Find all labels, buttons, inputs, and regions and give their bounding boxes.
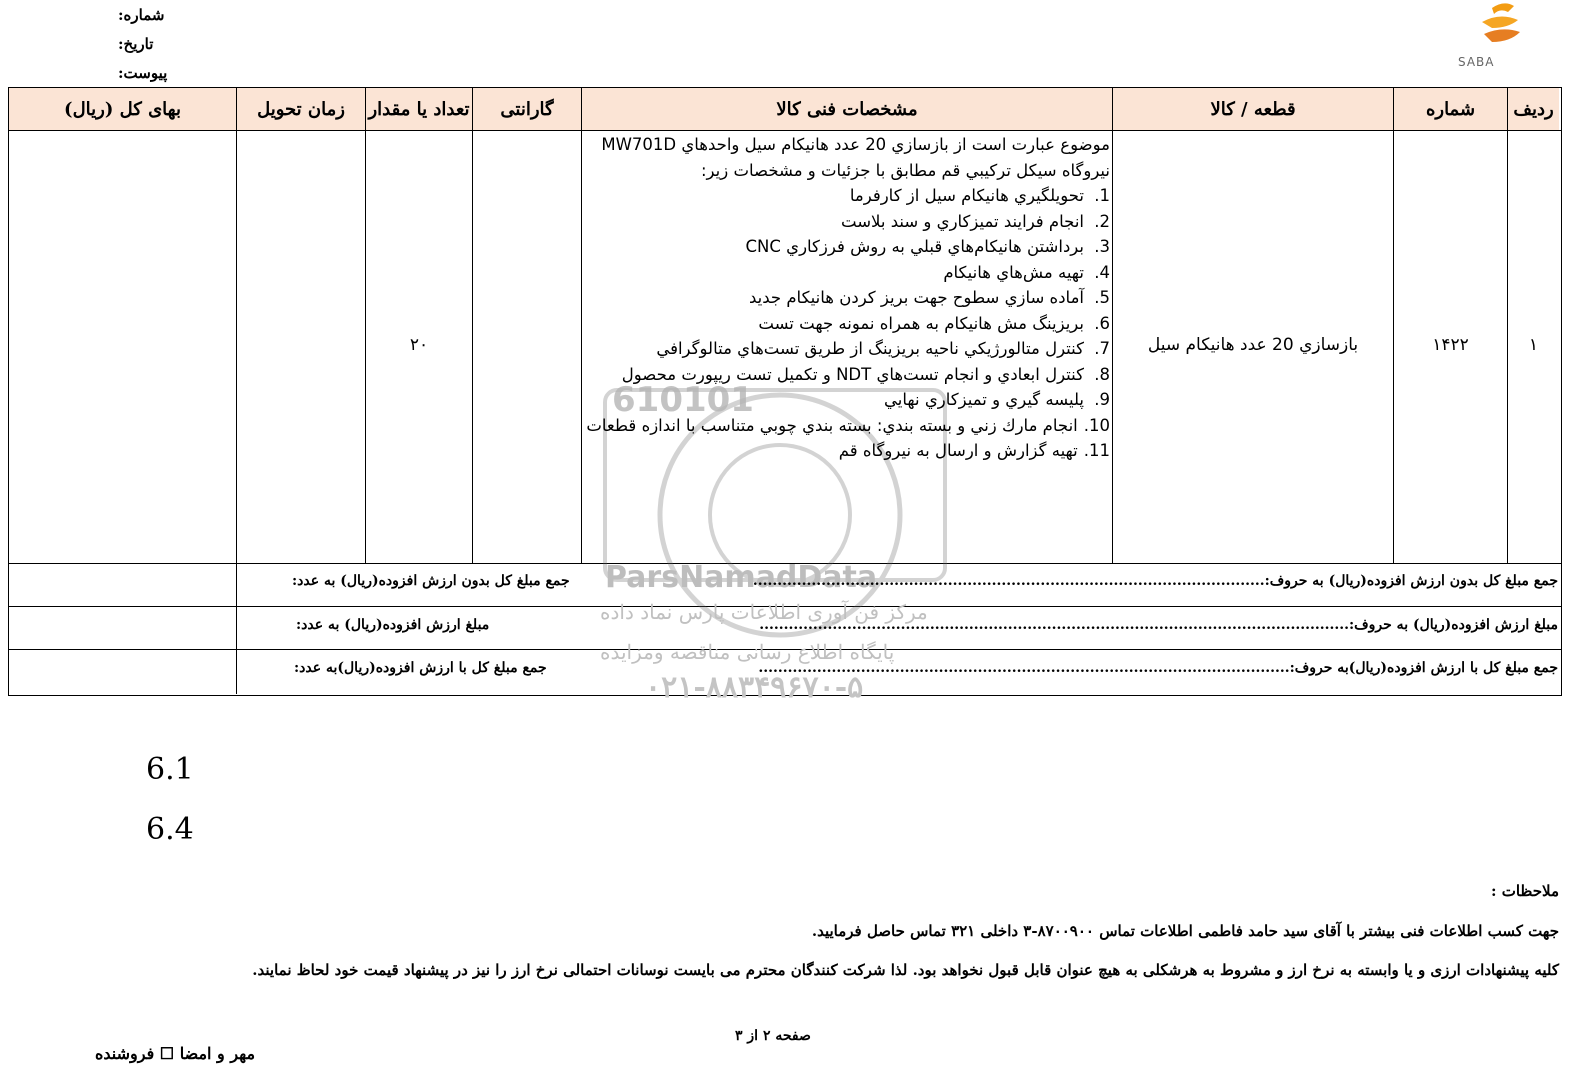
date-label: تاریخ: (118, 35, 154, 53)
spec-item (585, 362, 1110, 388)
spec-item-number: 1. (1094, 186, 1110, 205)
spec-item-number: 9. (1094, 390, 1110, 409)
row-item: بازسازي 20 عدد هانيكام سيل (1147, 335, 1359, 355)
number-label: شماره: (118, 6, 165, 24)
col-header-total-price: بهای کل (ریال) (9, 88, 236, 130)
summary-words-3: جمع مبلغ کل با ارزش افزوده(ریال)به حروف:............................................................................................................. (758, 660, 1558, 676)
spec-item-text: انجام مارك زني و بسته بندي: بسته بندي چوبي متناسب با اندازه قطعات (586, 415, 1078, 435)
row-number: ۱۴۲۲ (1432, 335, 1469, 355)
spec-item (585, 234, 1110, 260)
logo-text: SABA (1458, 55, 1495, 69)
row-spec (585, 132, 1110, 464)
summary-digits-1: جمع مبلغ کل بدون ارزش افزوده(ریال) به عدد: (292, 573, 570, 589)
spec-item (585, 260, 1110, 286)
summary-row-1 (240, 573, 1558, 589)
col-header-delivery: زمان تحویل (237, 88, 365, 130)
spec-item-text: تحويلگيري هانيكام سيل از كارفرما (849, 186, 1084, 205)
notes-title: ملاحظات : (1490, 882, 1559, 900)
spec-item (585, 387, 1110, 413)
notes-line-1: جهت کسب اطلاعات فنی بیشتر با آقای سید حامد فاطمی اطلاعات تماس ۸۷۰۰۹۰۰-۳ داخلی ۳۲۱ تماس حاصل فرمایید. (811, 922, 1559, 940)
watermark-org: مرکز فن آوری اطلاعات پارس نماد داده (600, 600, 928, 624)
spec-item-text: برداشتن هانيكام‌هاي قبلي به روش فرزكاري CNC (745, 237, 1084, 256)
summary-row-3 (240, 660, 1558, 676)
spec-item-text: انجام فرايند تميزكاري و سند بلاست (841, 211, 1084, 231)
spec-item-number: 8. (1094, 364, 1110, 384)
summary-words-2: مبلغ ارزش افزوده(ریال) به حروف:......................................................................................................................... (759, 617, 1558, 633)
spec-item (585, 311, 1110, 337)
section-number-1: 6.1 (146, 752, 194, 787)
section-number-2: 6.4 (146, 812, 194, 847)
row-quantity: ۲۰ (409, 335, 429, 355)
summary-row-2 (240, 617, 1558, 633)
spec-item (585, 285, 1110, 311)
spec-item-number: 10. (1083, 415, 1110, 435)
spec-item-text: كنترل ابعادي و انجام تست‌هاي NDT و تكميل تست ريپورت محصول (621, 364, 1084, 384)
spec-item-text: كنترل متالورژيكي ناحيه بريزينگ از طريق تست‌هاي متالوگرافي (656, 339, 1084, 358)
page-number: صفحه ۲ از ۳ (735, 1028, 811, 1044)
summary-digits-3: جمع مبلغ کل با ارزش افزوده(ریال)به عدد: (294, 660, 547, 676)
row-index: ۱ (1528, 335, 1539, 355)
attachment-label: پیوست: (118, 64, 168, 82)
notes-line-2: کلیه پیشنهادات ارزی و یا وابسته به نرخ ارز و مشروط به هرشکلی به هیچ عنوان قابل قبول نخواهد بود. لذا شرکت کنندگان محترم می بایست نوسانات احتمالی نرخ ارز را نیز در پیشنهاد قیمت خود لحاظ نمایند. (252, 961, 1559, 979)
spec-item (585, 209, 1110, 235)
col-header-spec: مشخصات فنی کالا (582, 88, 1112, 130)
summary-words-1: جمع مبلغ کل بدون ارزش افزوده(ریال) به حروف:......................................................................................................... (752, 573, 1558, 589)
spec-item-text: آماده سازي سطوح جهت بريز كردن هانيكام جديد (748, 288, 1084, 307)
watermark-digits: 610101 (612, 380, 754, 420)
spec-item-number: 4. (1094, 262, 1110, 282)
spec-item-text: تهيه گزارش و ارسال به نيروگاه قم (838, 441, 1078, 460)
spec-list (585, 183, 1110, 464)
watermark-portal: پایگاه اطلاع رسانی مناقصه ومزایده (600, 640, 895, 664)
spec-item-text: تهيه مش‌هاي هانيكام (943, 262, 1084, 282)
spec-item-text: بريزينگ مش هانيكام به همراه نمونه جهت تست (758, 313, 1084, 333)
seller-signature: مهر و امضا ☐ فروشنده (95, 1044, 256, 1063)
spec-item (585, 438, 1110, 464)
spec-item (585, 183, 1110, 209)
spec-intro: موضوع عبارت است از بازسازي 20 عدد هانيكام سيل واحدهاي MW701D نيروگاه سيكل تركيبي قم مطابق با جزئيات و مشخصات زير: (601, 135, 1110, 180)
col-header-item: قطعه / کالا (1113, 88, 1393, 130)
spec-item-number: 3. (1094, 237, 1110, 256)
spec-item-number: 6. (1094, 313, 1110, 333)
spec-item (585, 336, 1110, 362)
spec-item-number: 7. (1094, 339, 1110, 358)
col-header-quantity: تعداد یا مقدار (366, 88, 472, 130)
spec-item-number: 11. (1083, 441, 1110, 460)
summary-digits-2: مبلغ ارزش افزوده(ریال) به عدد: (296, 617, 490, 633)
col-header-number: شماره (1394, 88, 1507, 130)
watermark-phone: ۰۲۱-۸۸۳۴۹۶۷۰-۵ (645, 670, 864, 705)
spec-item-text: پليسه گيري و تميزكاري نهايي (884, 390, 1084, 409)
spec-item-number: 5. (1094, 288, 1110, 307)
spec-item-number: 2. (1094, 211, 1110, 231)
watermark-brand: ParsNamadData (605, 560, 878, 595)
spec-item (585, 413, 1110, 439)
col-header-warranty: گارانتی (473, 88, 581, 130)
col-header-row: ردیف (1508, 88, 1559, 130)
